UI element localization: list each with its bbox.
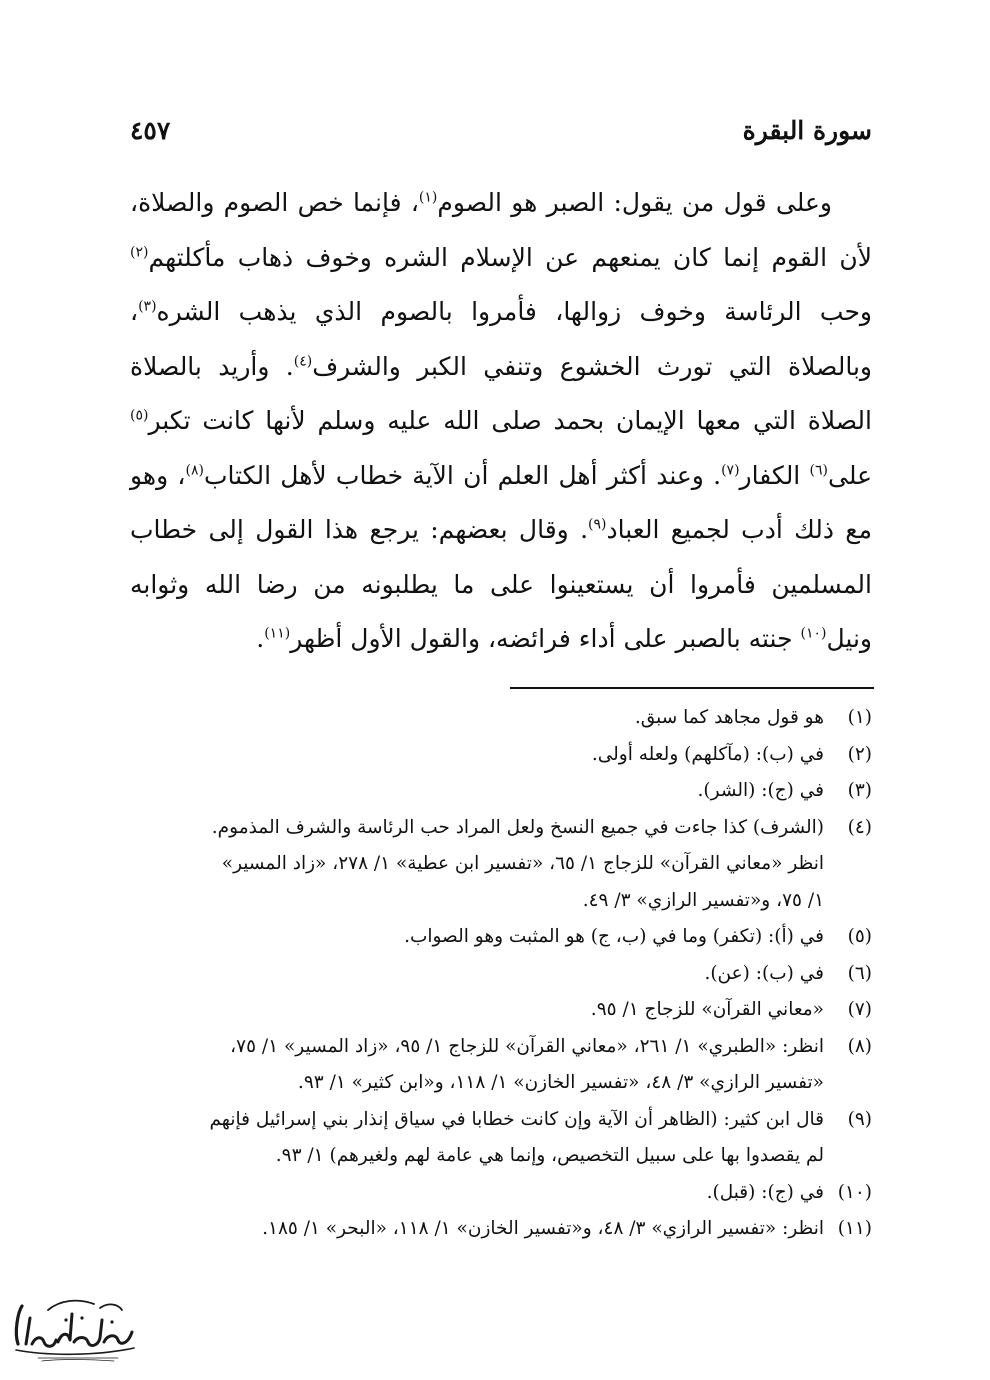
footnote-line: قال ابن كثير: (الظاهر أن الآية وإن كانت خطابا في سياق إنذار بني إسرائيل فإنهم xyxy=(209,1108,824,1130)
footnote-number: (٤) xyxy=(847,816,872,838)
footnote-item xyxy=(130,956,872,993)
footnote-ref: (٨) xyxy=(185,462,204,479)
footnote-line: في (ج): (قبل). xyxy=(706,1181,824,1203)
footnote-number: (٨) xyxy=(847,1035,872,1057)
main-text-segment: وحب الرئاسة وخوف زوالها، فأمروا بالصوم الذي يذهب الشره xyxy=(156,297,872,326)
footnote-line: انظر: «الطبري» ١/ ٢٦١، «معاني القرآن» للزجاج ١/ ٩٥، «زاد المسير» ١/ ٧٥، xyxy=(230,1035,824,1057)
main-text-segment: . xyxy=(256,624,265,653)
footnote-line: في (ب): (عن). xyxy=(704,962,824,984)
footnote-ref: (٤) xyxy=(293,353,313,370)
footnote-text xyxy=(130,773,824,810)
main-text-segment: ، وهو مع ذلك أدب لجميع العباد xyxy=(130,460,872,544)
footnote-text xyxy=(130,1211,824,1248)
main-paragraph xyxy=(130,176,872,667)
footnote-item xyxy=(130,1102,872,1175)
page-number: ٤٥٧ xyxy=(130,115,171,145)
footnote-ref: (٣) xyxy=(138,298,157,315)
main-text-segment: وعلى قول من يقول: الصبر هو الصوم xyxy=(437,188,832,217)
footnote-line: في (ب): (مآكلهم) ولعله أولى. xyxy=(591,743,824,765)
footnote-ref: (٦) xyxy=(809,462,828,479)
main-text-segment: ، فإنما خص الصوم والصلاة، لأن القوم إنما كان يمنعهم عن الإسلام الشره وخوف ذهاب مأكلتهم xyxy=(130,188,872,272)
footnote-number: (٥) xyxy=(847,926,872,947)
footnote-ref: (١) xyxy=(418,189,438,206)
footnote-item xyxy=(130,992,872,1029)
footnote-number: (٣) xyxy=(847,780,872,801)
footnote-number: (٢) xyxy=(847,743,872,765)
footnote-ref: (٥) xyxy=(130,407,149,424)
footnote-item xyxy=(130,737,872,774)
footnote-text xyxy=(130,737,824,774)
footnote-ref: (١٠) xyxy=(800,625,827,642)
footnote-number: (١) xyxy=(847,707,872,728)
footnote-ref: (٢) xyxy=(130,244,149,261)
footnote-number: (١٠) xyxy=(837,1181,872,1203)
footnote-number: (٦) xyxy=(847,962,872,984)
footnote-item xyxy=(130,1211,872,1248)
main-text-segment: الكفار xyxy=(739,460,810,490)
footnote-item xyxy=(130,700,872,737)
footnote-line: لم يقصدوا بها على سبيل التخصيص، وإنما هي عامة لهم ولغيرهم) ١/ ٩٣. xyxy=(275,1145,824,1166)
main-text-segment: جنته بالصبر على أداء فرائضه، والقول الأول أظهر xyxy=(290,624,801,653)
footnote-text xyxy=(130,1102,824,1175)
main-text-segment: . وعند أكثر أهل العلم أن الآية خطاب لأهل الكتاب xyxy=(203,460,722,490)
main-text-segment: . وقال بعضهم: يرجع هذا القول إلى خطاب المسلمين فأمروا أن يستعينوا على ما يطلبونه من رضا الله وثوابه ونيل xyxy=(130,515,872,653)
footnote-line: ١/ ٧٥، و«تفسير الرازي» ٣/ ٤٩. xyxy=(582,889,824,911)
footnote-item xyxy=(130,919,872,956)
footnote-item xyxy=(130,773,872,810)
footnote-line: انظر «معاني القرآن» للزجاج ١/ ٦٥، «تفسير ابن عطية» ١/ ٢٧٨، «زاد المسير» xyxy=(221,853,824,874)
surah-title: سورة البقرة xyxy=(742,115,872,145)
footnote-text xyxy=(130,700,824,737)
page-header xyxy=(130,110,872,150)
footnotes-list xyxy=(130,700,872,1248)
footnote-item xyxy=(130,1029,872,1102)
footnote-text xyxy=(130,810,824,920)
footnote-line: هو قول مجاهد كما سبق. xyxy=(634,707,824,728)
footnote-text xyxy=(130,992,824,1029)
main-text-segment: ، وبالصلاة التي تورث الخشوع وتنفي الكبر والشرف xyxy=(130,297,872,381)
footnote-text xyxy=(130,956,824,993)
footnote-item xyxy=(130,810,872,920)
footnote-number: (٧) xyxy=(847,999,872,1020)
footnote-item xyxy=(130,1175,872,1212)
footnote-ref: (١١) xyxy=(264,625,291,642)
footnote-text xyxy=(130,1029,824,1102)
main-text-segment: على xyxy=(827,460,873,490)
footnote-line: «تفسير الرازي» ٣/ ٤٨، «تفسير الخازن» ١/ ١١٨، و«ابن كثير» ١/ ٩٣. xyxy=(297,1072,824,1093)
footnote-ref: (٧) xyxy=(721,462,740,479)
footnote-line: «معاني القرآن» للزجاج ١/ ٩٥. xyxy=(590,999,824,1020)
footnote-number: (٩) xyxy=(847,1108,872,1130)
footnote-divider xyxy=(510,687,874,689)
footnote-line: انظر: «تفسير الرازي» ٣/ ٤٨، و«تفسير الخازن» ١/ ١١٨، «البحر» ١/ ١٨٥. xyxy=(262,1218,824,1239)
footnote-line: في (أ): (تكفر) وما في (ب، ج) هو المثبت وهو الصواب. xyxy=(404,926,824,947)
almoshahid-calligraphy-logo-icon xyxy=(8,1292,140,1364)
footnote-number: (١١) xyxy=(837,1218,872,1239)
footnote-text xyxy=(130,1175,824,1212)
footnote-line: في (ج): (الشر). xyxy=(697,780,824,801)
main-text-segment: . وأريد بالصلاة الصلاة التي معها الإيمان بحمد صلى الله عليه وسلم لأنها كانت تكبر xyxy=(130,351,872,435)
main-text-block xyxy=(130,176,872,667)
footnote-ref: (٩) xyxy=(588,516,607,533)
footnote-line: (الشرف) كذا جاءت في جميع النسخ ولعل المراد حب الرئاسة والشرف المذموم. xyxy=(211,816,824,838)
footnote-text xyxy=(130,919,824,956)
